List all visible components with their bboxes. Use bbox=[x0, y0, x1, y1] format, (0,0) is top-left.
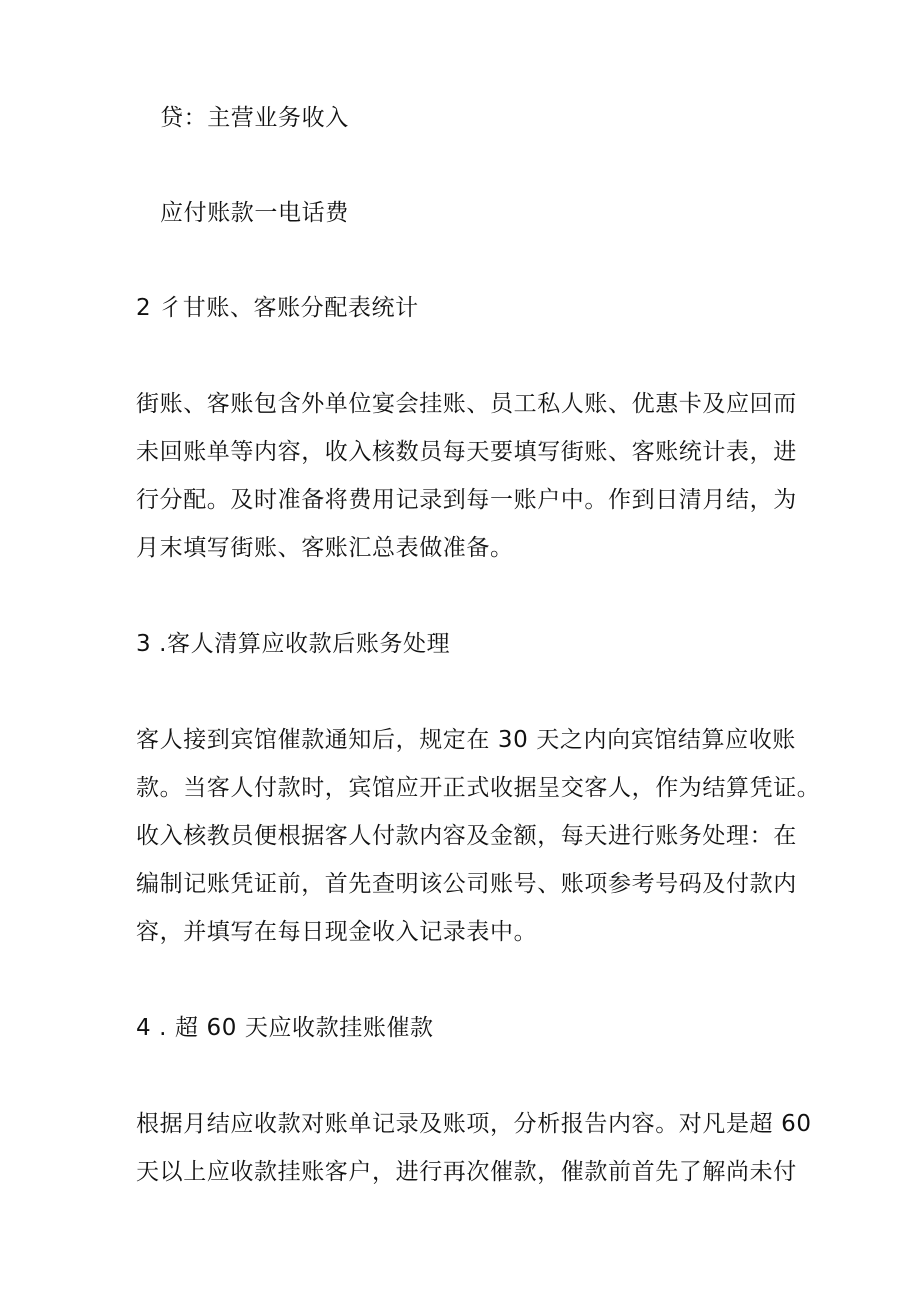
journal-entry-payable-line: 应付账款一电话费 bbox=[160, 200, 349, 226]
paragraph-line: 容，并填写在每日现金收入记录表中。 bbox=[136, 919, 538, 945]
section-heading-2: 2 彳甘账、客账分配表统计 bbox=[136, 295, 419, 321]
paragraph-line: 天以上应收款挂账客户，进行再次催款，催款前首先了解尚未付 bbox=[136, 1159, 797, 1185]
section-heading-4: 4 . 超 60 天应收款挂账催款 bbox=[136, 1015, 434, 1041]
paragraph-line: 月末填写街账、客账汇总表做准备。 bbox=[136, 535, 514, 561]
paragraph-line: 款。当客人付款时，宾馆应开正式收据呈交客人，作为结算凭证。 bbox=[136, 775, 821, 801]
paragraph-line: 根据月结应收款对账单记录及账项，分析报告内容。对凡是超 60 bbox=[136, 1111, 812, 1137]
paragraph-line: 编制记账凭证前，首先查明该公司账号、账项参考号码及付款内 bbox=[136, 871, 797, 897]
section-heading-3: 3 .客人清算应收款后账务处理 bbox=[136, 631, 451, 657]
paragraph-line: 客人接到宾馆催款通知后，规定在 30 天之内向宾馆结算应收账 bbox=[136, 727, 796, 753]
journal-entry-credit-line: 贷：主营业务收入 bbox=[160, 105, 349, 131]
paragraph-line: 街账、客账包含外单位宴会挂账、员工私人账、优惠卡及应回而 bbox=[136, 391, 797, 417]
paragraph-line: 未回账单等内容，收入核数员每天要填写街账、客账统计表，进 bbox=[136, 439, 797, 465]
paragraph-line: 行分配。及时准备将费用记录到每一账户中。作到日清月结，为 bbox=[136, 487, 797, 513]
paragraph-line: 收入核教员便根据客人付款内容及金额，每天进行账务处理：在 bbox=[136, 823, 797, 849]
